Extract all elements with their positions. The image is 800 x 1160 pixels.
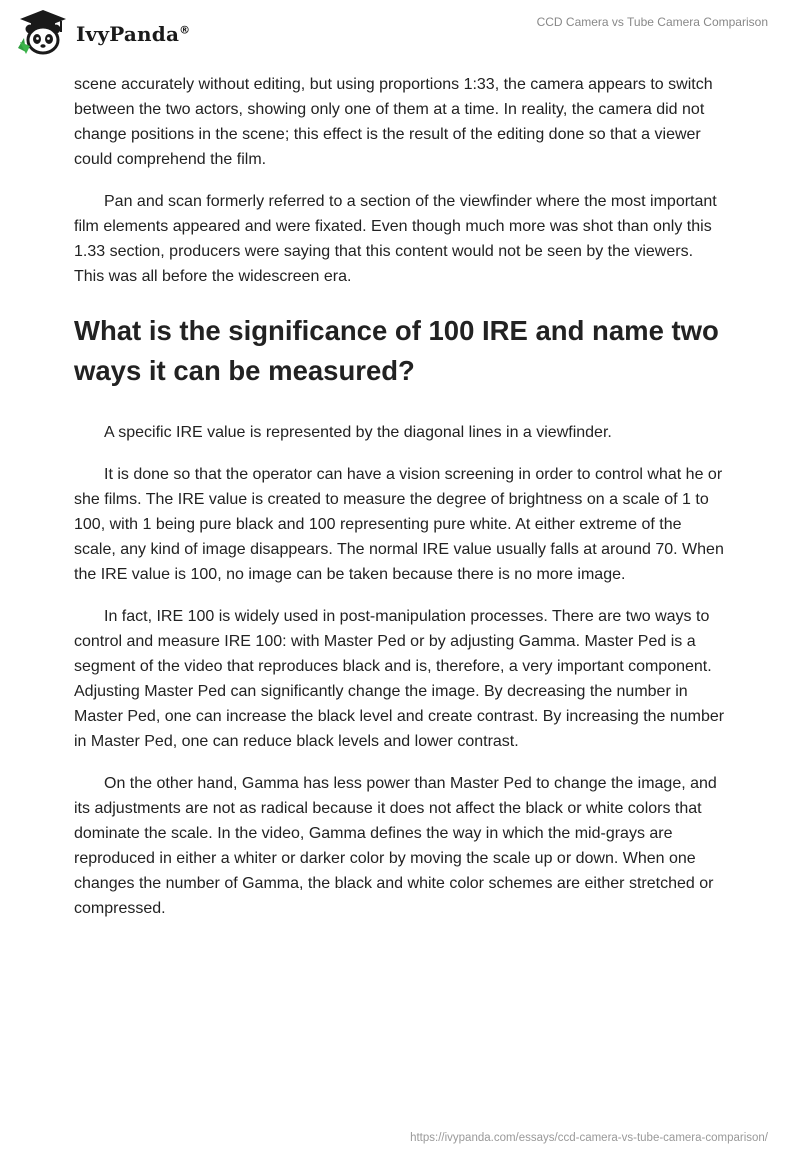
essay-body [74, 72, 726, 938]
panda-graduation-cap-icon [14, 8, 72, 58]
paragraph-intro: scene accurately without editing, but using proportions 1:33, the camera appears to switch between the two actors, showing only one of them at a time. In reality, the camera did not change positions in the scene; this effect is the result of the editing done so that a viewer could comprehend the film. [74, 76, 713, 168]
section-heading: What is the significance of 100 IRE and name two ways it can be measured? [74, 315, 719, 386]
paragraph-ire-scale: It is done so that the operator can have a vision screening in order to control what he or she films. The IRE value is created to measure the degree of brightness on a scale of 1 to 100, with 1 being pure black and 100 representing pure white. At either extreme of the scale, any kind of image disappears. The normal IRE value usually falls at around 70. When the IRE value is 100, no image can be taken because there is no more image. [74, 466, 724, 583]
paragraph-pan-scan: Pan and scan formerly referred to a section of the viewfinder where the most important film elements appeared and were fixated. Even though much more was shot than only this 1.33 section, producers were saying that this content would not be seen by the viewers. This was all before the widescreen era. [74, 193, 717, 285]
paragraph-ire-value: A specific IRE value is represented by the diagonal lines in a viewfinder. [104, 424, 612, 441]
document-title: CCD Camera vs Tube Camera Comparison [536, 15, 768, 29]
paragraph-master-ped: In fact, IRE 100 is widely used in post-manipulation processes. There are two ways to control and measure IRE 100: with Master Ped or by adjusting Gamma. Master Ped is a segment of the video that reproduces black and is, therefore, a very important component. Adjusting Master Ped can significantly change the image. By decreasing the number in Master Ped, one can increase the black level and create contrast. By increasing the number in Master Ped, one can reduce black levels and lower contrast. [74, 608, 725, 750]
registered-mark: ® [179, 23, 191, 37]
brand-logo-link[interactable] [14, 8, 190, 58]
page-header [0, 0, 800, 64]
source-url[interactable]: https://ivypanda.com/essays/ccd-camera-vs-tube-camera-comparison/ [410, 1132, 768, 1144]
paragraph-gamma: On the other hand, Gamma has less power than Master Ped to change the image, and its adjustments are not as radical because it does not affect the black or white colors that dominate the scale. In the video, Gamma defines the way in which the mid-grays are reproduced in either a whiter or darker color by moving the scale up or down. When one changes the number of Gamma, the black and white color schemes are either stretched or compressed. [74, 775, 717, 917]
brand-name: IvyPanda® [76, 22, 191, 46]
